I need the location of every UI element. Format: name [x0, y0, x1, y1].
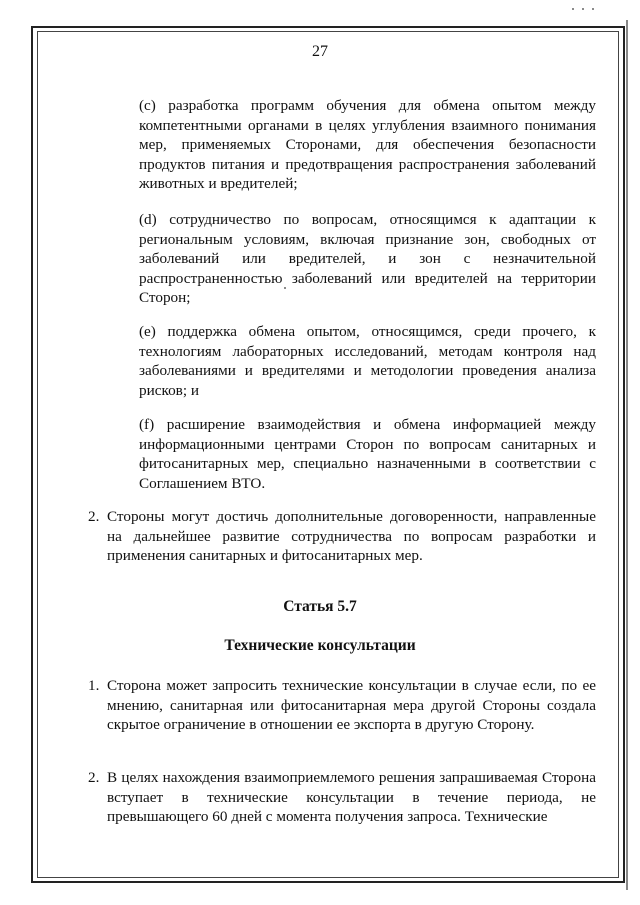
item-2-text: Стороны могут достичь дополнительные договоренности, направленные на дальнейшее развитие сотрудничества по вопросам разработки и применения санитарных и фитосанитарных мер.: [107, 508, 596, 564]
subitem-c: (c) разработка программ обучения для обмена опытом между компетентными органами в целях углубления взаимного понимания мер, применяемых Сторонами, для обеспечения безопасности продуктов питания и предотвращения распространения заболеваний животных и вредителей;: [139, 97, 596, 192]
item-number: 2.: [88, 508, 100, 525]
subitem-d: (d) сотрудничество по вопросам, относящимся к адаптации к региональным условиям, включая признание зон, свободных от заболеваний или вредителей, и зон с незначительной распространенностью заболеваний или вредителей на территории Сторон;: [139, 211, 596, 306]
scan-edge: [626, 20, 628, 890]
article-subtitle: Технические консультации: [224, 637, 416, 654]
scan-speck: [582, 8, 584, 10]
subitem-e: (e) поддержка обмена опытом, относящимся, среди прочего, к технологиям лабораторных исследований, методам контроля над заболеваниями и вредителями и методологии проведения анализа рисков; и: [139, 323, 596, 399]
page-number: 27: [312, 43, 328, 60]
item-number: 2.: [88, 769, 100, 786]
item-number: 1.: [88, 677, 100, 694]
article-title: Статья 5.7: [283, 598, 357, 615]
article-item-2-text: В целях нахождения взаимоприемлемого решения запрашиваемая Сторона вступает в технические консультации в течение периода, не превышающего 60 дней с момента получения запроса. Технические: [107, 769, 596, 825]
scan-speck: [592, 8, 594, 10]
scan-speck: [284, 287, 286, 289]
subitem-f: (f) расширение взаимодействия и обмена информацией между информационными центрами Сторон по вопросам санитарных и фитосанитарных мер, специально назначенными в соответствии с Соглашением ВТО.: [139, 416, 596, 492]
article-item-1-text: Сторона может запросить технические консультации в случае если, по ее мнению, санитарная или фитосанитарная мера другой Стороны создала скрытое ограничение в отношении ее экспорта в другую Сторону.: [107, 677, 596, 733]
scan-speck: [572, 8, 574, 10]
